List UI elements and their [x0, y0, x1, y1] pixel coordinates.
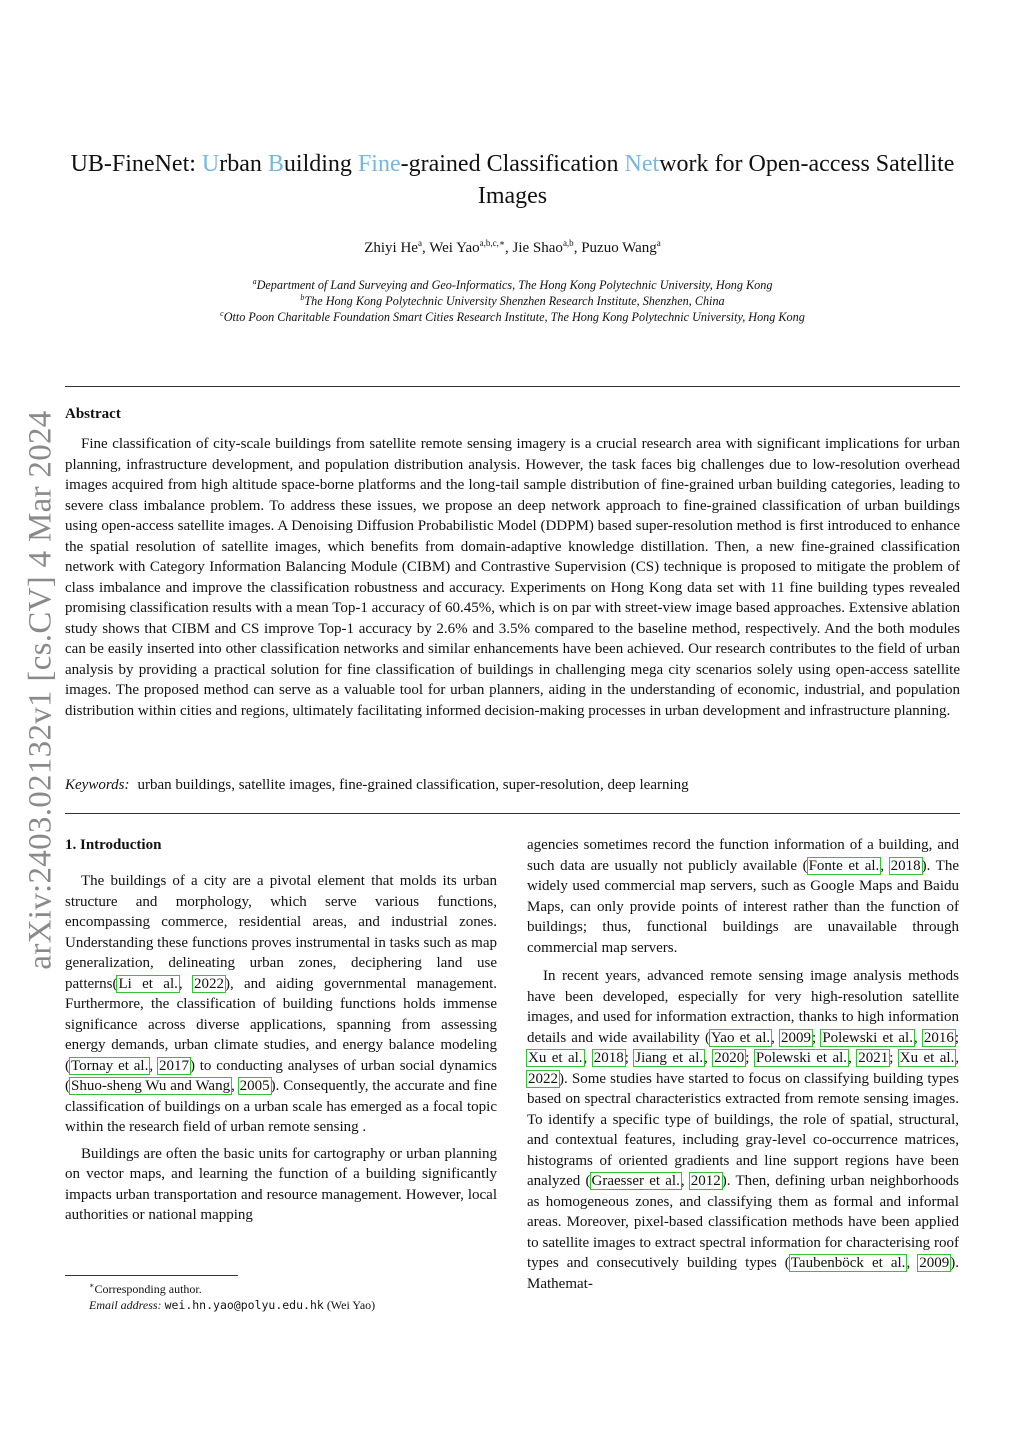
intro-paragraph-3: agencies sometimes record the function information of a building, and such data are usually not publicly available (Fonte et al., 2018). The widely used commercial map servers, such as Google Maps and Baidu Maps, can only provide points of interest rather than the function of buildings; thus, functional buildings are unavailable through commercial map servers. — [527, 837, 960, 956]
citation-link[interactable]: 2009 — [781, 1029, 812, 1046]
top-divider — [65, 386, 960, 387]
citation-link[interactable]: Xu et al. — [899, 1050, 955, 1066]
citation-link[interactable]: Graesser et al. — [591, 1173, 680, 1189]
abstract-text: Fine classification of city-scale buildings from satellite remote sensing imagery is a crucial research area with significant implications for urban planning, infrastructure development, and population distribution analysis. However, the task faces big challenges due to low-resolution overhead images acquired from high altitude space-borne platforms and the long-tail sample distribution of fine-grained urban building categories, leading to severe class imbalance problem. To address these issues, we propose an deep network approach to fine-grained classification of urban buildings using open-access satellite images. A Denoising Diffusion Probabilistic Model (DDPM) based super-resolution method is first introduced to enhance the spatial resolution of satellite images, which benefits from domain-adaptive knowledge distillation. Then, a new fine-grained classification network with Category Information Balancing Module (CIBM) and Contrastive Supervision (CS) technique is proposed to mitigate the problem of class imbalance and improve the classification robustness and accuracy. Experiments on Hong Kong data set with 11 fine building types revealed promising classification results with a mean Top-1 accuracy of 60.45%, which is on par with street-view image based approaches. Extensive ablation study shows that CIBM and CS improve Top-1 accuracy by 2.6% and 3.5% compared to the baseline method, respectively. And the both modules can be easily inserted into other classification networks and similar enhancements have been achieved. Our research contributes to the field of urban analysis by providing a practical solution for fine classification of buildings in challenging mega city scenarios solely using open-access satellite images. The proposed method can serve as a valuable tool for urban planners, aiding in the understanding of economic, industrial, and population distribution within cities and regions, ultimately facilitating informed decision-making processes in urban development and infrastructure planning. — [65, 436, 960, 719]
keywords-text: urban buildings, satellite images, fine-grained classification, super-resolution, deep learning — [137, 777, 689, 793]
citation-link[interactable]: 2022 — [528, 1070, 558, 1087]
citation-link[interactable]: Li et al. — [118, 975, 178, 992]
affiliation-item: $^a$Department of Land Surveying and Geo-Informatics, The Hong Kong Polytechnic University, Hong Kong — [252, 277, 773, 292]
citation-link[interactable]: Xu et al. — [528, 1050, 583, 1066]
citation-link[interactable]: 2012 — [690, 1173, 721, 1189]
arxiv-identifier[interactable]: arXiv:2403.02132v1 [cs.CV] 4 Mar 2024 — [22, 410, 59, 970]
author-list: Zhiyi He$^a$, Wei Yao$^{a,b,c,∗}$, Jie Shao$^{a,b}$, Puzuo Wang$^a$ — [364, 238, 661, 256]
citation-link[interactable]: 2016 — [923, 1029, 954, 1046]
citation-link[interactable]: Tornay et al. — [71, 1057, 149, 1074]
citation-link[interactable]: 2005 — [239, 1078, 270, 1094]
citation-link[interactable]: Taubenböck et al. — [790, 1255, 906, 1271]
citation-link[interactable]: 2020 — [714, 1050, 745, 1066]
citation-link[interactable]: 2022 — [193, 975, 224, 992]
footnote-divider — [65, 1275, 238, 1276]
left-column — [65, 835, 497, 1226]
paper-title: UB-FineNet: Urban Building Fine-grained Classification Network for Open-access Satellite Images — [70, 151, 955, 209]
author-name: Wei Yao — [429, 240, 480, 256]
affiliation-item: $^c$Otto Poon Charitable Foundation Smart Cities Research Institute, The Hong Kong Polytechnic University, Hong Kong — [220, 309, 805, 324]
abstract-heading: Abstract — [65, 406, 121, 422]
footnote-corresponding: ∗Corresponding author. — [89, 1281, 202, 1296]
citation-link[interactable]: 2017 — [158, 1057, 189, 1074]
citation-link[interactable]: 2018 — [890, 857, 921, 874]
author-name: Zhiyi He — [364, 240, 418, 256]
right-column — [527, 835, 959, 1294]
citation-link[interactable]: Polewski et al. — [822, 1029, 913, 1046]
citation-link[interactable]: Yao et al. — [710, 1029, 771, 1046]
footnote-email: Email address: wei.hn.yao@polyu.edu.hk (Wei Yao) — [89, 1298, 376, 1312]
footnote — [65, 1281, 497, 1313]
keywords — [65, 775, 960, 795]
citation-link[interactable]: Shuo-sheng Wu and Wang — [71, 1078, 231, 1094]
citation-link[interactable]: 2009 — [919, 1255, 950, 1271]
citation-link[interactable]: Jiang et al. — [635, 1050, 704, 1066]
citation-link[interactable]: 2021 — [858, 1050, 889, 1066]
keywords-label: Keywords: — [65, 777, 130, 793]
citation-link[interactable]: 2018 — [593, 1050, 624, 1066]
citation-link[interactable]: Fonte et al. — [808, 857, 880, 874]
intro-paragraph-1: The buildings of a city are a pivotal element that molds its urban structure and morphology, which serve various functions, encompassing commerce, residential areas, and industrial zones. Understanding these functions proves instrumental in tasks such as map generalization, delineating urban zones, deciphering land use patterns(Li et al., 2022), and aiding governmental management. Furthermore, the classification of building functions holds immense significance across diverse applications, spanning from assessing energy demands, urban climate studies, and energy balance modeling (Tornay et al., 2017) to conducting analyses of urban social dynamics (Shuo-sheng Wu and Wang, 2005). Consequently, the accurate and fine classification of buildings on a urban scale has emerged as a focal topic within the research field of urban remote sensing . — [65, 873, 498, 1135]
author-name: Puzuo Wang — [581, 240, 657, 256]
intro-paragraph-2: Buildings are often the basic units for cartography or urban planning on vector maps, and learning the function of a building significantly impacts urban transportation and resource management. However, local authorities or national mapping — [65, 1145, 497, 1223]
email-link[interactable]: wei.hn.yao@polyu.edu.hk — [164, 1298, 324, 1312]
citation-link[interactable]: Polewski et al. — [755, 1050, 848, 1066]
affiliation-list — [65, 277, 960, 325]
intro-paragraph-4: In recent years, advanced remote sensing image analysis methods have been developed, especially for very high-resolution satellite images, and used for information extraction, thanks to high information details and wide availability (Yao et al., 2009; Polewski et al., 2016; Xu et al., 2018; Jiang et al., 2020; Polewski et al., 2021; Xu et al., 2022). Some studies have started to focus on classifying building types based on spectral characteristics extracted from remote sensing images. To identify a specific type of buildings, the role of spatial, structural, and contextual features, including gray-level co-occurrence matrices, histograms of oriented gradients and line support regions have been analyzed (Graesser et al., 2012). Then, defining urban neighborhoods as homogeneous zones, and classifying them as formal and informal areas. Moreover, pixel-based classification methods have been applied to satellite images to extract spectral information for characterising roof types and consecutively building types (Taubenböck et al., 2009). Mathemat- — [527, 968, 960, 1292]
author-name: Jie Shao — [512, 240, 563, 256]
affiliation-item: $^b$The Hong Kong Polytechnic University Shenzhen Research Institute, Shenzhen, China — [300, 293, 725, 308]
section-heading-introduction: 1. Introduction — [65, 837, 162, 853]
bottom-divider — [65, 813, 960, 814]
